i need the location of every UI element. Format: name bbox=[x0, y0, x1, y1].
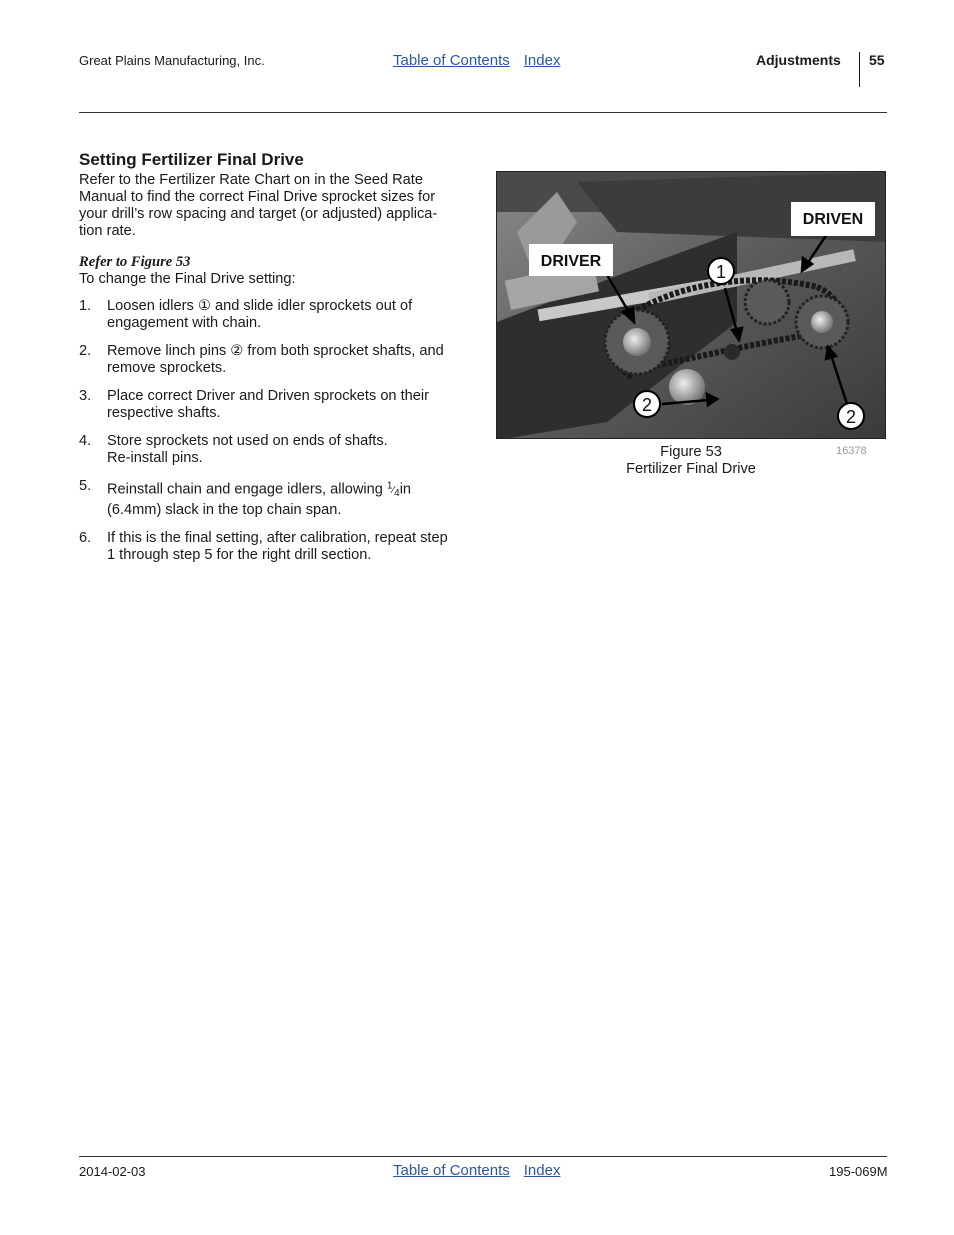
page-number: 55 bbox=[869, 52, 885, 68]
figure-photo bbox=[496, 171, 886, 439]
lead-text: To change the Final Drive setting: bbox=[79, 271, 296, 287]
header-toc-link[interactable]: Table of Contents bbox=[393, 52, 510, 69]
section-name: Adjustments bbox=[756, 52, 841, 68]
list-item: 5. Reinstall chain and engage idlers, allowing $^1⁄_4in$ (6.4mm) slack in the top chain span. bbox=[79, 478, 412, 519]
steps-list bbox=[79, 298, 471, 564]
list-item: 6. If this is the final setting, after calibration, repeat step 1 through step 5 for the right drill section. bbox=[79, 530, 448, 564]
header-rule bbox=[79, 112, 887, 113]
driver-label: DRIVER bbox=[540, 253, 602, 270]
svg-text:2: 2 bbox=[845, 407, 857, 427]
fraction: $^1⁄_4$ bbox=[386, 481, 400, 500]
list-item: 4. Store sprockets not used on ends of shafts. Re-install pins. bbox=[79, 433, 388, 466]
main-content bbox=[79, 150, 471, 575]
footer-nav bbox=[393, 1162, 574, 1179]
final-drive-illustration bbox=[497, 172, 886, 439]
intro-paragraph: Refer to the Fertilizer Rate Chart on in the Seed Rate Manual to find the correct Final Drive sprocket sizes for your drill’s row spacing and target (or adjusted) applica- tion rate. bbox=[79, 172, 438, 239]
list-item: 3. Place correct Driver and Driven sprockets on their respective shafts. bbox=[79, 388, 429, 421]
header-divider bbox=[859, 52, 860, 87]
section-title: Setting Fertilizer Final Drive bbox=[79, 150, 304, 169]
svg-text:1: 1 bbox=[715, 262, 727, 282]
footer-date: 2014-02-03 bbox=[79, 1164, 146, 1179]
svg-text:2: 2 bbox=[641, 395, 653, 415]
driven-label: DRIVEN bbox=[802, 211, 864, 228]
image-id: 16378 bbox=[836, 445, 867, 457]
figure-caption bbox=[496, 444, 886, 478]
list-item: 1. Loosen idlers ① and slide idler sprockets out of engagement with chain. bbox=[79, 298, 413, 331]
company-name: Great Plains Manufacturing, Inc. bbox=[79, 53, 265, 68]
doc-number: 195-069M bbox=[829, 1164, 888, 1179]
footer-toc-link[interactable]: Table of Contents bbox=[393, 1162, 510, 1179]
figure-title: Fertilizer Final Drive bbox=[626, 461, 756, 477]
figure-reference: Refer to Figure 53 bbox=[79, 254, 191, 270]
list-item: 2. Remove linch pins ② from both sprocket shafts, and remove sprockets. bbox=[79, 343, 444, 376]
figure-number: Figure 53 bbox=[660, 444, 722, 460]
header-nav bbox=[393, 52, 574, 69]
header-index-link[interactable]: Index bbox=[523, 52, 561, 69]
footer-rule bbox=[79, 1156, 887, 1157]
footer-index-link[interactable]: Index bbox=[523, 1162, 561, 1179]
